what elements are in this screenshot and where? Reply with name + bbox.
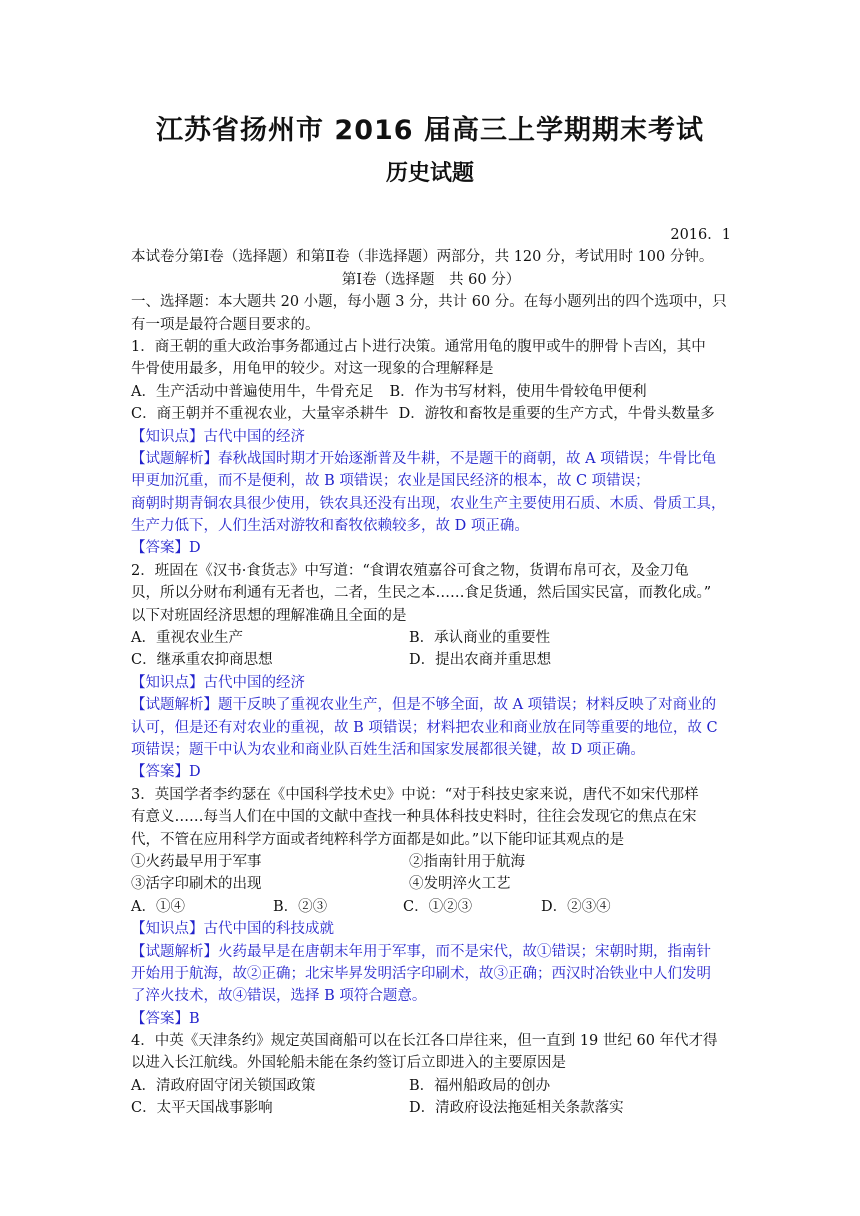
q4-option-c: C．太平天国战事影响	[131, 1100, 273, 1117]
q1-option-d: D．游牧和畜牧是重要的生产方式，牛骨头数量多	[398, 406, 715, 423]
q4-options-row-2	[131, 1097, 731, 1119]
instructions-line: 一、选择题：本大题共 20 小题，每小题 3 分，共计 60 分。在每小题列出的四个选项中，只	[131, 294, 727, 311]
q2-options-row-2	[131, 649, 731, 671]
q1-answer: 【答案】D	[131, 540, 201, 557]
q4-stem-line: 4．中英《天津条约》规定英国商船可以在长江各口岸往来，但一直到 19 世纪 60 年代才得	[131, 1033, 718, 1050]
q3-options-row	[131, 896, 731, 918]
q2-option-a: A．重视农业生产	[131, 630, 243, 647]
q4-stem-line: 以进入长江航线。外国轮船未能在条约签订后立即进入的主要原因是	[131, 1055, 566, 1072]
q3-item-2: ②指南针用于航海	[409, 853, 525, 870]
instructions-line: 有一项是最符合题目要求的。	[131, 316, 320, 333]
q3-analysis-line: 【试题解析】火药最早是在唐朝末年用于军事，而不是宋代，故①错误；宋朝时期，指南针	[131, 943, 711, 960]
q1-analysis-line: 甲更加沉重，而不是便利，故 B 项错误；农业是国民经济的根本，故 C 项错误；	[131, 473, 650, 490]
q3-item-1: ①火药最早用于军事	[131, 853, 262, 870]
q3-option-a: A．①④	[131, 898, 185, 915]
q2-analysis-line: 项错误；题干中认为农业和商业队百姓生活和国家发展都很关键，故 D 项正确。	[131, 741, 645, 758]
q3-option-b: B．②③	[273, 898, 328, 915]
q1-options-row-1	[131, 381, 731, 403]
q2-options-row-1	[131, 627, 731, 649]
q2-answer: 【答案】D	[131, 764, 201, 781]
q3-item-3: ③活字印刷术的出现	[131, 876, 262, 893]
q2-option-d: D．提出农商并重思想	[409, 652, 552, 669]
q3-answer: 【答案】B	[131, 1010, 200, 1027]
q2-analysis-line: 【试题解析】题干反映了重视农业生产，但是不够全面，故 A 项错误；材料反映了对商业的	[131, 697, 717, 714]
q4-option-b: B．福州船政局的创办	[409, 1077, 551, 1094]
q1-stem-line: 1．商王朝的重大政治事务都通过占卜进行决策。通常用龟的腹甲或牛的胛骨卜吉凶，其中	[131, 338, 706, 355]
q1-stem-line: 牛骨使用最多，用龟甲的较少。对这一现象的合理解释是	[131, 361, 494, 378]
q3-option-c: C．①②③	[403, 898, 473, 915]
q2-knowledge-point: 【知识点】古代中国的经济	[131, 674, 305, 691]
q3-item-4: ④发明淬火工艺	[409, 876, 511, 893]
document-subtitle: 历史试题	[385, 161, 474, 186]
q2-analysis-line: 认可，但是还有对农业的重视，故 B 项错误；材料把农业和商业放在同等重要的地位，故 C	[131, 719, 718, 736]
q3-knowledge-point: 【知识点】古代中国的科技成就	[131, 921, 334, 938]
q1-option-a: A．生产活动中普遍使用牛，牛骨充足	[131, 383, 374, 400]
q4-option-a: A．清政府固守闭关锁国政策	[131, 1077, 316, 1094]
exam-intro: 本试卷分第Ⅰ卷（选择题）和第Ⅱ卷（非选择题）两部分，共 120 分，考试用时 100 分钟。	[131, 249, 714, 266]
q1-analysis-line: 【试题解析】春秋战国时期才开始逐渐普及牛耕，不是题干的商朝，故 A 项错误；牛骨比龟	[131, 450, 717, 467]
q2-option-b: B．承认商业的重要性	[409, 630, 551, 647]
q3-stem-line: 代，不管在应用科学方面或者纯粹科学方面都是如此。”以下能印证其观点的是	[131, 831, 625, 848]
q2-option-c: C．继承重农抑商思想	[131, 652, 273, 669]
q4-option-d: D．清政府设法拖延相关条款落实	[409, 1100, 624, 1117]
q1-analysis-line: 生产力低下，人们生活对游牧和畜牧依赖较多，故 D 项正确。	[131, 518, 529, 535]
q3-stem-line: 有意义……每当人们在中国的文献中查找一种具体科技史料时，往往会发现它的焦点在宋	[131, 809, 697, 826]
q1-option-b: B．作为书写材料，使用牛骨较龟甲便利	[389, 383, 647, 400]
q1-options-row-2	[131, 403, 731, 425]
q2-stem-line: 贝，所以分财布利通有无者也，二者，生民之本……食足货通，然后国实民富，而教化成。”	[131, 585, 712, 602]
q3-items-row-2	[131, 873, 731, 895]
q3-analysis-line: 了淬火技术，故④错误，选择 B 项符合题意。	[131, 988, 427, 1005]
q2-stem-line: 2．班固在《汉书·食货志》中写道：“食谓农殖嘉谷可食之物，货谓布帛可衣，及金刀龟	[131, 562, 689, 579]
q1-knowledge-point: 【知识点】古代中国的经济	[131, 428, 305, 445]
q3-items-row-1	[131, 851, 731, 873]
q4-options-row-1	[131, 1075, 731, 1097]
document-body	[131, 224, 731, 1120]
q1-analysis-line: 商朝时期青铜农具很少使用，铁农具还没有出现，农业生产主要使用石质、木质、骨质工具，	[131, 495, 726, 512]
exam-date: 2016．1	[670, 227, 731, 243]
section-title: 第Ⅰ卷（选择题 共 60 分）	[341, 271, 521, 288]
q3-option-d: D．②③④	[541, 898, 611, 915]
document-title: 江苏省扬州市 2016 届高三上学期期末考试	[156, 115, 704, 146]
q1-option-c: C．商王朝并不重视农业，大量宰杀耕牛	[131, 406, 389, 423]
q2-stem-line: 以下对班固经济思想的理解准确且全面的是	[131, 607, 407, 624]
q3-stem-line: 3．英国学者李约瑟在《中国科学技术史》中说：“对于科技史家来说，唐代不如宋代那样	[131, 786, 699, 803]
q3-analysis-line: 开始用于航海，故②正确；北宋毕昇发明活字印刷术，故③正确；西汉时冶铁业中人们发明	[131, 965, 711, 982]
